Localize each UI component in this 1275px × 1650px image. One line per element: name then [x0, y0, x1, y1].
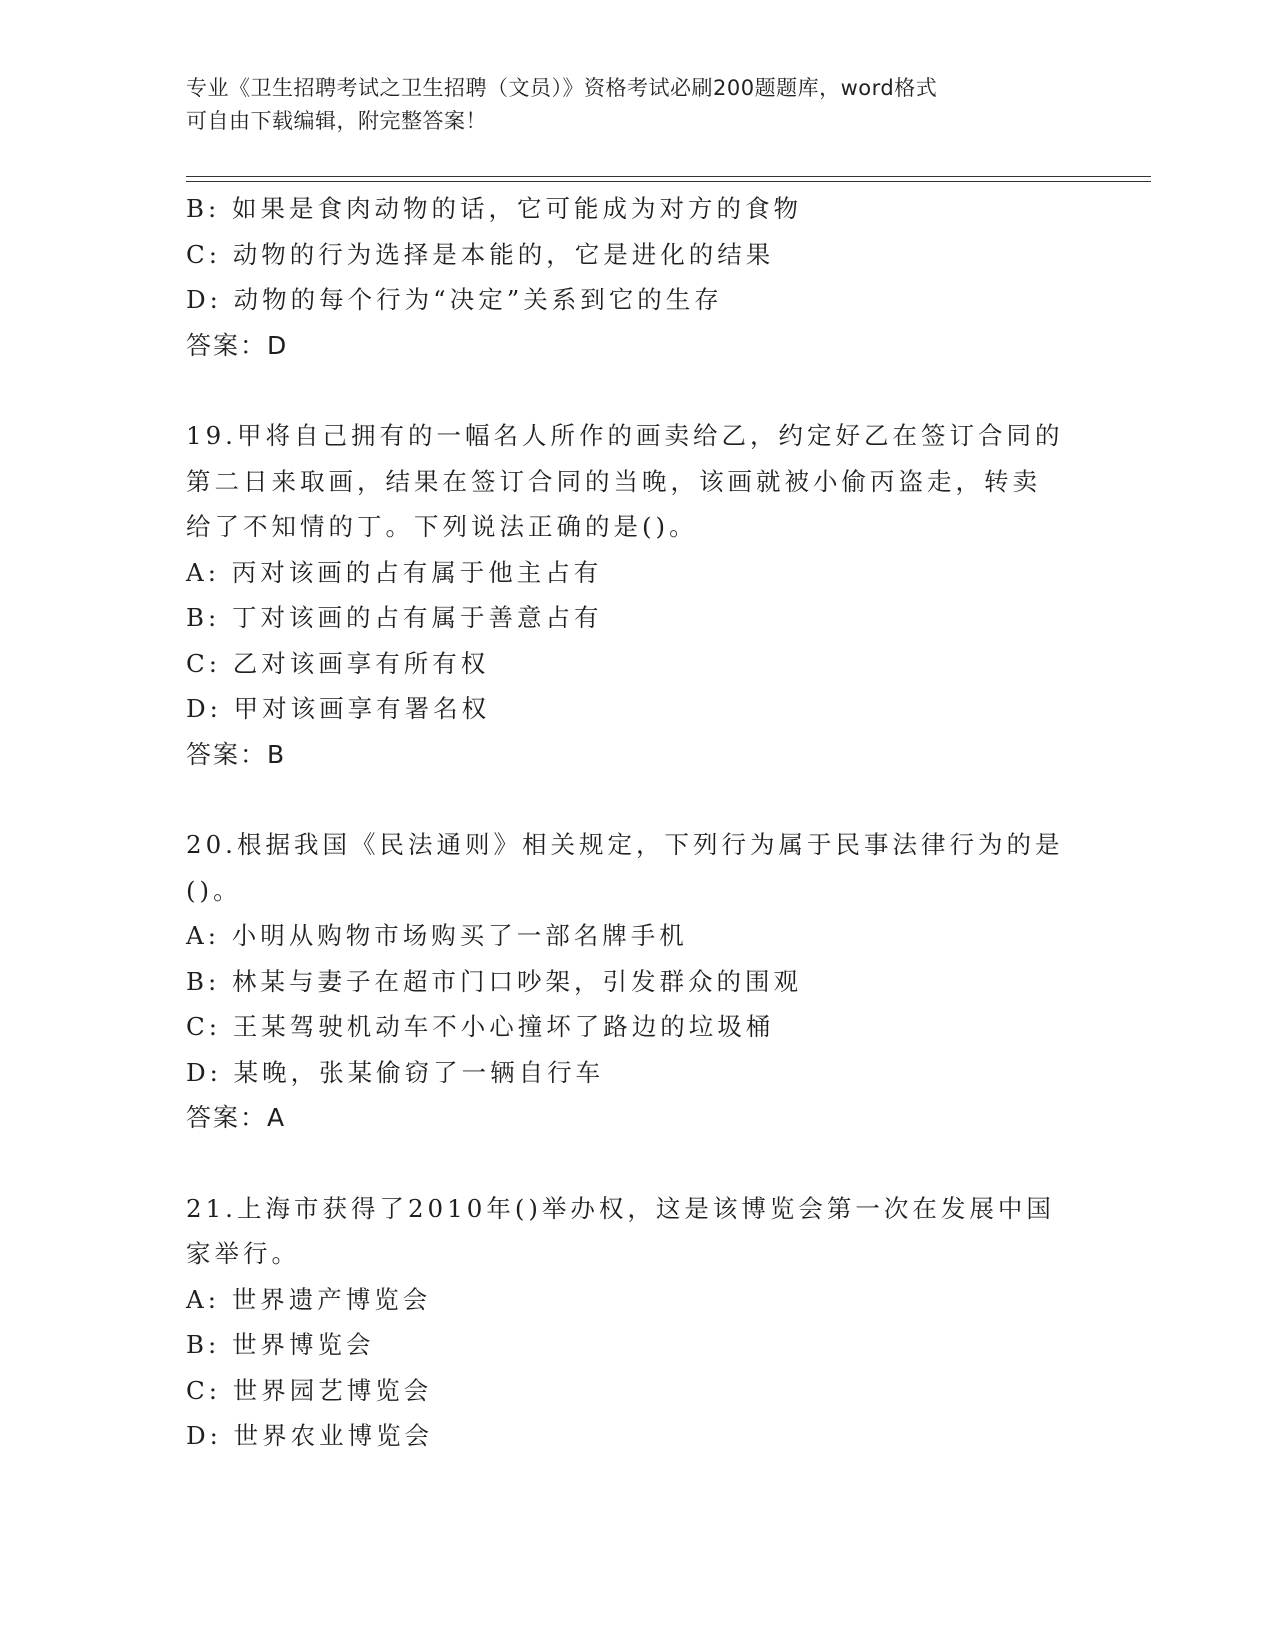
q21-option-b: B: 世界博览会: [186, 1330, 375, 1359]
q21-stem-line-1: 21.上海市获得了2010年()举办权，这是该博览会第一次在发展中国: [186, 1193, 1055, 1223]
question-18-block: [186, 186, 1086, 368]
header-title-line-1: 专业《卫生招聘考试之卫生招聘（文员）》资格考试必刷200题题库，word格式: [186, 76, 938, 100]
spacer: [186, 368, 1086, 413]
q20-answer: 答案：A: [186, 1103, 287, 1132]
q19-option-c: C: 乙对该画享有所有权: [186, 648, 490, 678]
q20-option-c: C: 王某驾驶机动车不小心撞坏了路边的垃圾桶: [186, 1012, 775, 1041]
q19-answer: 答案：B: [186, 739, 287, 769]
q18-option-d: D: 动物的每个行为“决定”关系到它的生存: [186, 285, 723, 314]
q18-option-c: C: 动物的行为选择是本能的，它是进化的结果: [186, 239, 775, 269]
page-header: [186, 72, 1066, 138]
q20-stem-line-2: ()。: [186, 875, 242, 905]
header-divider-top: [186, 176, 1151, 177]
q19-option-a: A: 丙对该画的占有属于他主占有: [186, 557, 603, 587]
q21-stem-line-2: 家举行。: [186, 1239, 300, 1268]
question-content: [186, 186, 1086, 1459]
q19-stem-line-1: 19.甲将自己拥有的一幅名人所作的画卖给乙，约定好乙在签订合同的: [186, 421, 1064, 450]
question-19-block: [186, 413, 1086, 777]
header-divider-bottom: [186, 181, 1151, 182]
q20-option-d: D: 某晚，张某偷窃了一辆自行车: [186, 1057, 605, 1087]
q18-option-b: B: 如果是食肉动物的话，它可能成为对方的食物: [186, 194, 803, 223]
q20-stem-line-1: 20.根据我国《民法通则》相关规定，下列行为属于民事法律行为的是: [186, 830, 1064, 859]
header-title-line-2: 可自由下载编辑，附完整答案！: [186, 109, 487, 133]
question-20-block: [186, 822, 1086, 1141]
q21-option-a: A: 世界遗产博览会: [186, 1284, 432, 1314]
question-21-block: [186, 1186, 1086, 1459]
spacer: [186, 777, 1086, 822]
q19-option-b: B: 丁对该画的占有属于善意占有: [186, 603, 603, 632]
q20-option-b: B: 林某与妻子在超市门口吵架，引发群众的围观: [186, 966, 803, 996]
q20-option-a: A: 小明从购物市场购买了一部名牌手机: [186, 921, 688, 950]
q21-option-d: D: 世界农业博览会: [186, 1421, 434, 1450]
q19-option-d: D: 甲对该画享有署名权: [186, 694, 491, 723]
q19-stem-line-3: 给了不知情的丁。下列说法正确的是()。: [186, 512, 698, 541]
q21-option-c: C: 世界园艺博览会: [186, 1375, 433, 1405]
spacer: [186, 1141, 1086, 1186]
q18-answer: 答案：D: [186, 330, 289, 360]
q19-stem-line-2: 第二日来取画，结果在签订合同的当晚，该画就被小偷丙盗走，转卖: [186, 466, 1041, 496]
